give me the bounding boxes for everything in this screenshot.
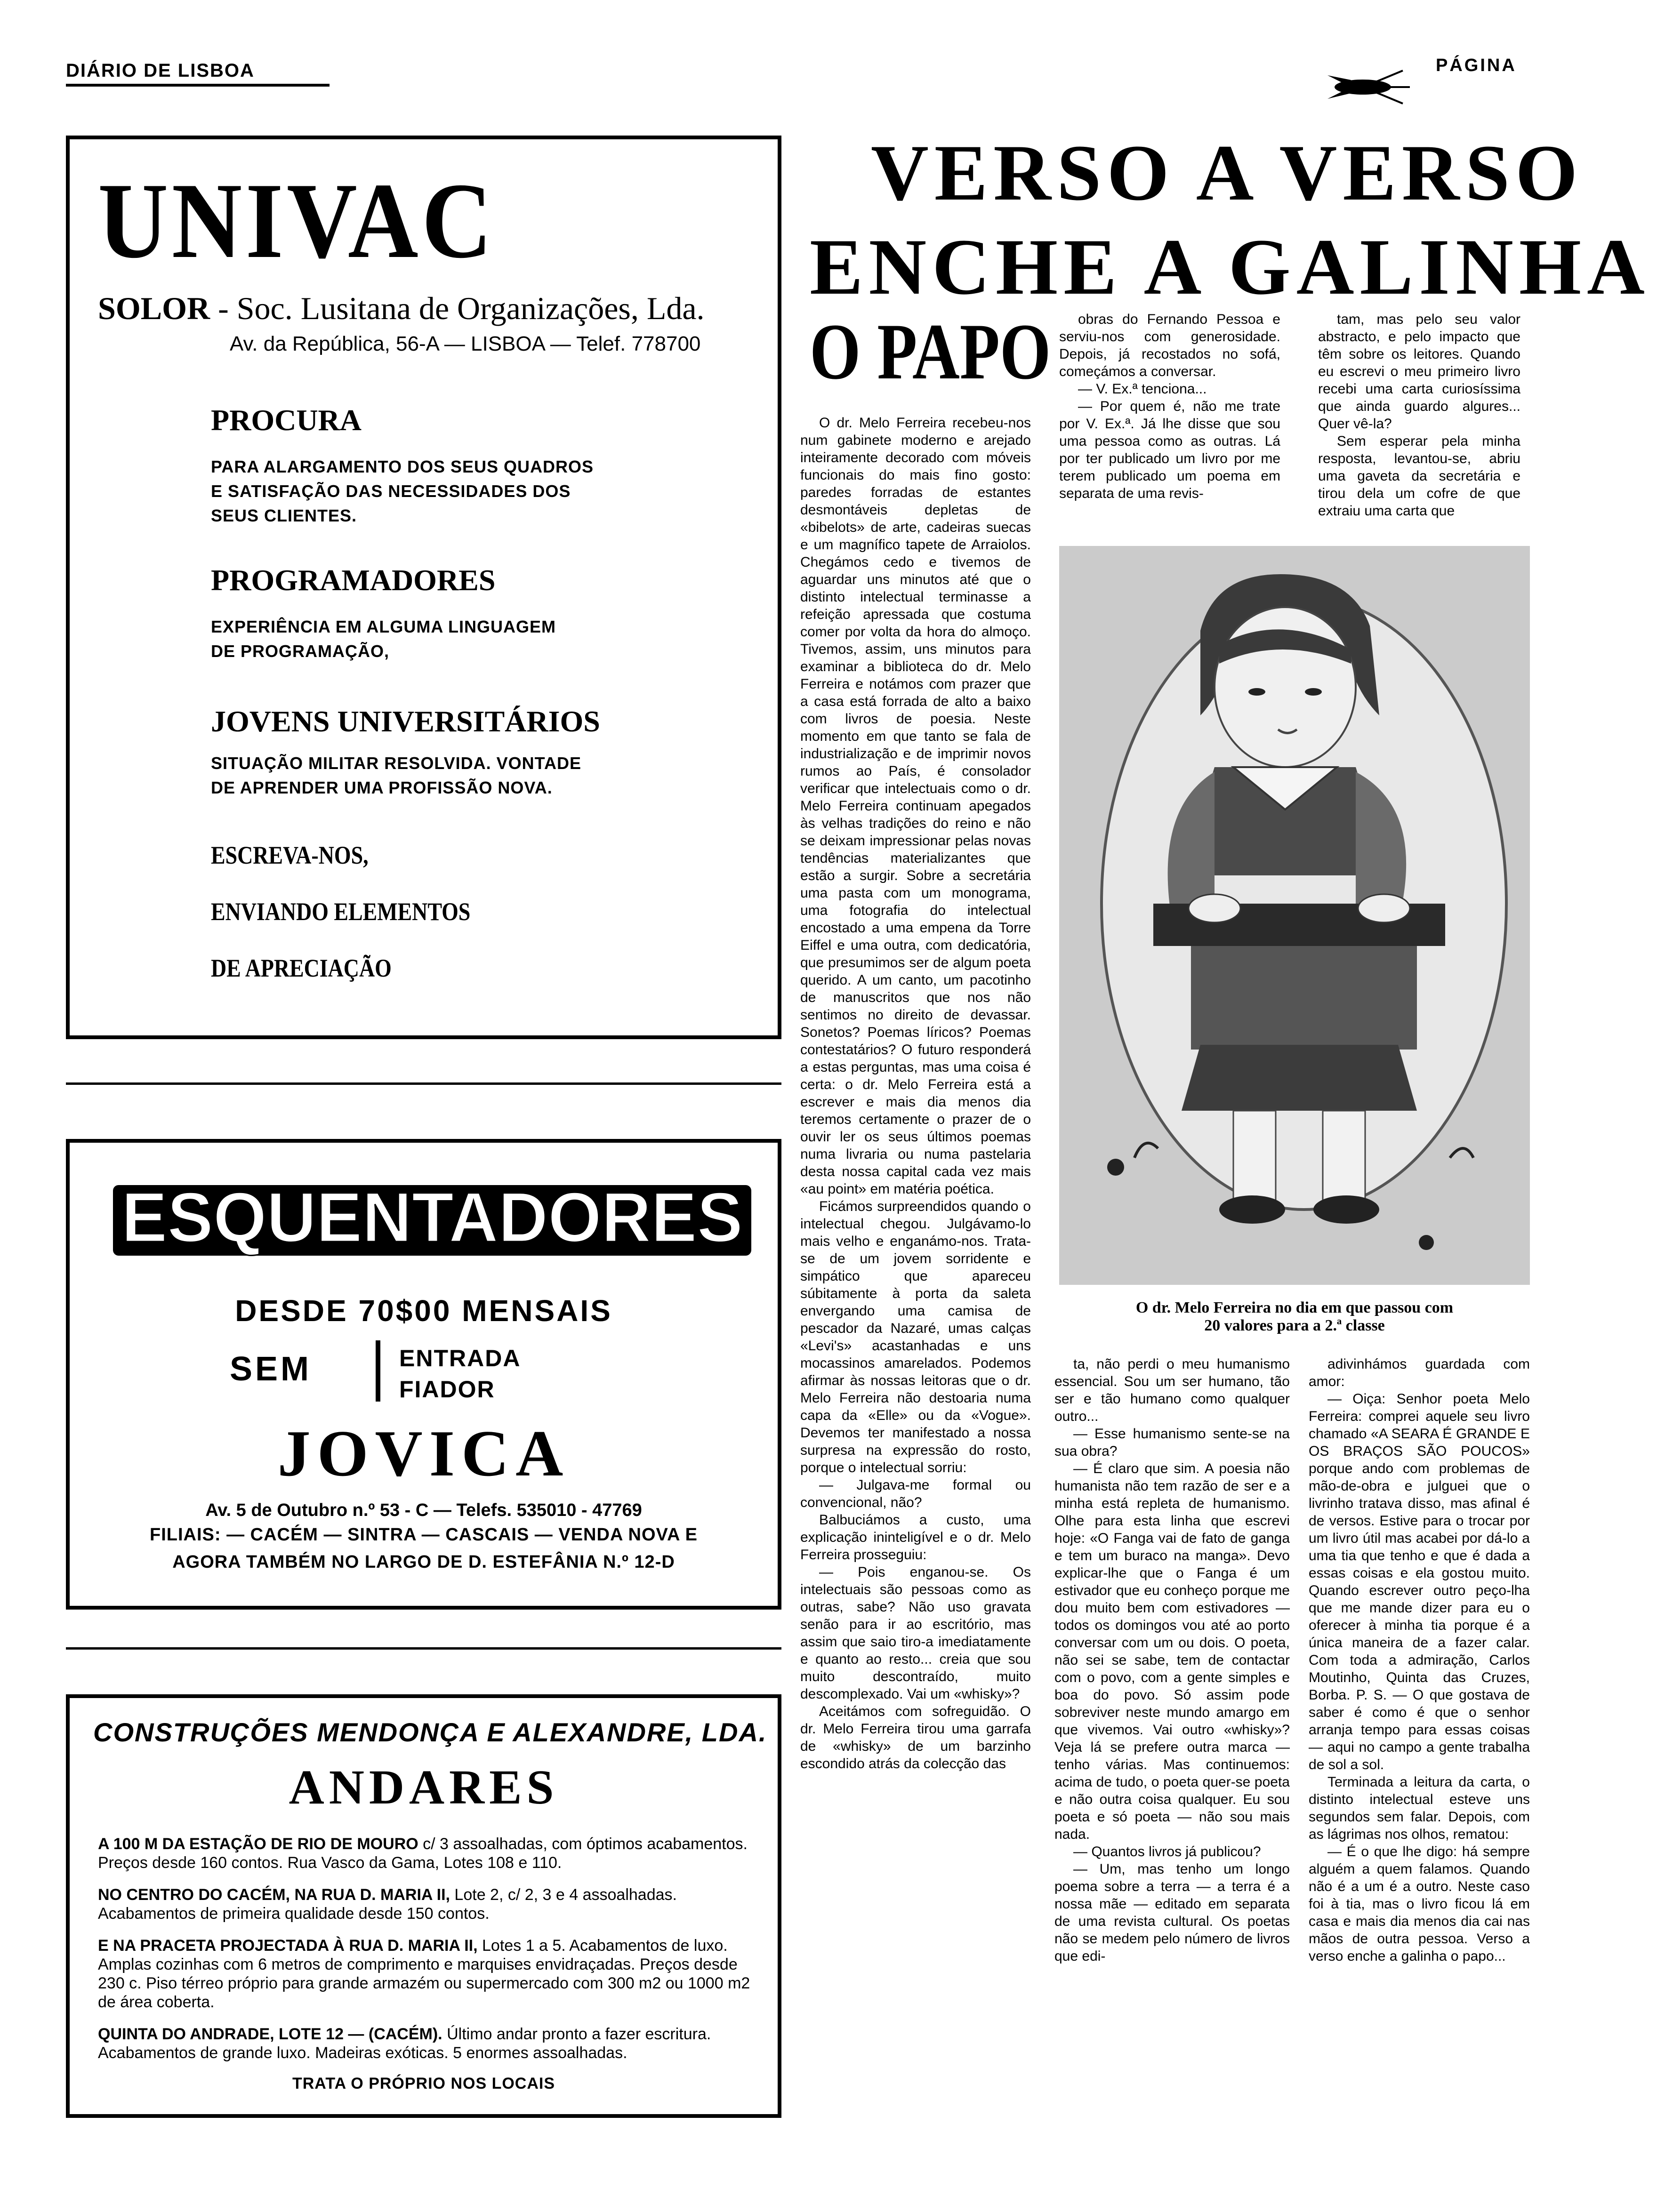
paragraph: — Esse humanismo sente-se na sua obra? — [1054, 1426, 1290, 1459]
paragraph: — Por quem é, não me trate por V. Ex.ª. Já lhe disse que sou uma pessoa como as outras. Lá por ter publicado um livro por me terem publicado um poema em separata de uma revis- — [1059, 399, 1280, 501]
univac-ad — [66, 136, 781, 1039]
text-line: SITUAÇÃO MILITAR RESOLVIDA. VONTADE — [211, 753, 581, 773]
jovens-heading: JOVENS UNIVERSITÁRIOS — [211, 705, 600, 738]
text-line: EXPERIÊNCIA EM ALGUMA LINGUAGEM — [211, 617, 556, 636]
agora-line: AGORA TAMBÉM NO LARGO DE D. ESTEFÂNIA N.º 12-D — [172, 1552, 675, 1572]
paragraph: Aceitámos com sofreguidão. O dr. Melo Ferreira tirou uma garrafa de «whisky» de um barzinho escondido atrás da colecção das — [800, 1704, 1031, 1771]
paragraph: — Quantos livros já publicou? — [1073, 1844, 1261, 1859]
paragraph: — É o que lhe digo: há sempre alguém a quem falamos. Quando não é a um é a outro. Neste caso foi à tia, mas o livro ficou lá em casa e mais dia menos dia cai nas mãos de outra pessoa. Verso a verso enche a galinha o papo... — [1309, 1844, 1530, 1964]
item-bold: E NA PRACETA PROJECTADA À RUA D. MARIA II, — [98, 1937, 478, 1955]
list-item — [98, 1835, 757, 1872]
item-text: c/ 3 assoalhadas, com óptimos acabamentos. Preços desde 160 contos. Rua Vasco da Gama, Lotes 108 e 110. — [98, 1835, 748, 1872]
article-title-line1: VERSO A VERSO — [871, 128, 1584, 217]
list-item — [98, 1936, 757, 2012]
construcoes-company: CONSTRUÇÕES MENDONÇA E ALEXANDRE, LDA. — [93, 1717, 767, 1747]
paragraph: Ficámos surpreendidos quando o intelectual chegou. Julgávamo-lo mais velho e enganámo-nos. Trata-se de um jovem sorridente e simpático que apareceu súbitamente à porta da saleta envergando uma camisa de pescador da Nazaré, umas calças «Levi's» acastanhadas e uns mocassinos amarelados. Podemos afirmar às nossas leitoras que o dr. Melo Ferreira não destoaria numa capa da «Elle» ou da «Vogue». Devemos ter manifestado a nossa surpresa na expressão do rosto, porque o intelectual sorriu: — [800, 1199, 1031, 1475]
company-address: Av. da República, 56-A — LISBOA — Telef. 778700 — [230, 332, 701, 355]
company-name — [98, 290, 705, 327]
esquentadores-logo — [112, 1171, 752, 1265]
price-line: DESDE 70$00 MENSAIS — [235, 1294, 612, 1328]
procura-text — [211, 455, 594, 528]
univac-brand: UNIVAC — [98, 160, 496, 281]
company-bold: SOLOR — [98, 290, 210, 326]
divider — [66, 1647, 781, 1650]
paragraph: — É claro que sim. A poesia não humanista não tem razão de ser e a minha está repleta de humanismo. Olhe para esta linha que escrevi hoje: «O Fanga vai de fato de ganga e tem um buraco na manga». Devo explicar-lhe que o Fanga é um estivador que eu conheço porque me dou muito bem com estivadores — todos os domingos vou até ao porto conversar com um ou dois. O poeta, não sei se sabe, tem de contactar com o povo, com a gente simples e boa do povo. Só assim pode sobreviver neste mundo amargo em que vivemos. Vai outro «whisky»? Veja lá se prefere outra marca — tenho várias. Mas continuemos: acima de tudo, o poeta quer-se poeta e não outra coisa qualquer. Eu sou poeta e só poeta — não sou mais nada. — [1054, 1461, 1290, 1842]
item-bold: A 100 M DA ESTAÇÃO DE RIO DE MOURO — [98, 1835, 418, 1853]
paragraph: O dr. Melo Ferreira recebeu-nos num gabinete moderno e arejado inteiramente decorado com móveis funcionais do mais fino gosto: paredes forradas de estantes desmontáveis depletas de «bibelots» de arte, cadeiras suecas e um magnífico tapete de Arraiolos. Chegámos cedo e tivemos de aguardar uns minutos até que o distinto intelectual terminasse a refeição apressada que costuma comer por volta da hora do almoço. Tivemos, assim, uns minutos para examinar a biblioteca do dr. Melo Ferreira e notámos com prazer que a casa está forrada de alto a baixo com livros de poesia. Neste momento em que tanto se fala de industrialização e de imprimir novos rumos ao País, é consolador verificar que intelectuais como o dr. Melo Ferreira continuam apegados às velhas tradições do reino e não se deixam impressionar pelas novas tendências materializantes que estão a surgir. Sobre a secretária uma pasta com um monograma, uma fotografia do intelectual encostado a uma empena da Torre Eiffel e uma outra, com dedicatória, que presumimos ser de algum poeta querido. A um canto, um pacotinho de manuscritos que nos não sentimos no direito de devassar. Sonetos? Poemas líricos? Poemas contestatários? O futuro responderá a estas perguntas, mas uma coisa é certa: o dr. Melo Ferreira está a escrever e mais dia menos dia teremos certamente o prazer de o ouvir ler os seus últimos poemas numa livraria ou numa pastelaria desta nossa capital cada vez mais «au point» em matéria poética. — [800, 415, 1031, 1197]
caption-line: O dr. Melo Ferreira no dia em que passou com — [1135, 1299, 1454, 1316]
newspaper-name: DIÁRIO DE LISBOA — [66, 60, 255, 81]
text-line: SEUS CLIENTES. — [211, 506, 357, 525]
andares-heading: ANDARES — [289, 1760, 559, 1814]
text-line: DE PROGRAMAÇÃO, — [211, 641, 390, 661]
paragraph: — Julgava-me formal ou convencional, não? — [800, 1477, 1031, 1510]
item-bold: NO CENTRO DO CACÉM, NA RUA D. MARIA II, — [98, 1886, 450, 1904]
jovens-text — [211, 751, 581, 800]
filiais-line: FILIAIS: — CACÉM — SINTRA — CASCAIS — VENDA NOVA E — [149, 1525, 698, 1545]
paragraph: — Pois enganou-se. Os intelectuais são pessoas como as outras, sabe? Não uso gravata senão para ir ao escritório, mas assim que saio tiro-a imediatamente e quanto ao resto... creia que sou muito descontraído, muito descomplexado. Vai um «whisky»? — [800, 1564, 1031, 1702]
paragraph: Balbuciámos a custo, uma explicação ininteligível e o dr. Melo Ferreira prosseguiu: — [800, 1512, 1031, 1563]
header-rule — [66, 84, 330, 87]
construcoes-ad — [66, 1694, 781, 2118]
jovica-address: Av. 5 de Outubro n.º 53 - C — Telefs. 535010 - 47769 — [205, 1500, 642, 1520]
esquentadores-text: ESQUENTADORES — [121, 1178, 743, 1257]
paragraph: — Oiça: Senhor poeta Melo Ferreira: comprei aquele seu livro chamado «A SEARA É GRANDE E OS BRAÇOS SÃO POUCOS» porque ando com problemas de mão-de-obra e julguei que o livrinho tratava disso, mas afinal é de versos. Estive para o trocar por um livro útil mas acabei por dá-lo a uma tia que tenho e que é dada a essas coisas e ela gostou muito. Quando escrever outro peço-lha que me mande dizer para eu o oferecer à minha tia porque é a única maneira de a fazer calar. Com toda a admiração, Carlos Moutinho, Quinta das Cruzes, Borba. P. S. — O que gostava de saber é como é que o senhor arranja tempo para essas coisas — aqui no campo a gente trabalha de sol a sol. — [1309, 1391, 1530, 1772]
sem-label: SEM — [230, 1350, 312, 1388]
article-title-line3: O PAPO — [810, 307, 1051, 396]
paragraph: obras do Fernando Pessoa e serviu-nos com generosidade. Depois, já recostados no sofá, começámos a conversar. — [1059, 312, 1280, 379]
article-column-3-bottom — [1309, 1355, 1530, 1965]
programadores-heading: PROGRAMADORES — [211, 563, 496, 597]
paragraph: — V. Ex.ª tenciona... — [1078, 381, 1207, 397]
item-text: Lotes 1 a 5. Acabamentos de luxo. Amplas cozinhas com 6 metros de comprimento e marquises envidraçadas. Preços desde 230 c. Piso térreo próprio para grande armazém ou supermercado com 300 m2 ou 1000 m2 de área coberta. — [98, 1937, 750, 2011]
property-list — [98, 1835, 757, 2076]
paragraph: ta, não perdi o meu humanismo essencial. Sou um ser humano, tão ser e tão humano como qualquer outro... — [1054, 1356, 1290, 1424]
item-text: Lote 2, c/ 2, 3 e 4 assoalhadas. Acabamentos de primeira qualidade desde 150 contos. — [98, 1886, 677, 1923]
trata-line: TRATA O PRÓPRIO NOS LOCAIS — [292, 2075, 555, 2092]
esquentadores-ad — [66, 1139, 781, 1610]
paragraph: Terminada a leitura da carta, o distinto intelectual esteve uns segundos sem falar. Depois, com as lágrimas nos olhos, rematou: — [1309, 1774, 1530, 1842]
item-text: Último andar pronto a fazer escritura. Acabamentos de grande luxo. Madeiras exóticas. 5 enormes assoalhadas. — [98, 2025, 711, 2062]
text-line: DE APRENDER UMA PROFISSÃO NOVA. — [211, 778, 553, 797]
entrada-label: ENTRADA — [399, 1345, 521, 1371]
text-line: PARA ALARGAMENTO DOS SEUS QUADROS — [211, 457, 594, 476]
article-column-1 — [800, 414, 1031, 1772]
text-line: E SATISFAÇÃO DAS NECESSIDADES DOS — [211, 481, 571, 501]
closing-line: DE APRECIAÇÃO — [211, 954, 392, 982]
fiador-label: FIADOR — [399, 1376, 495, 1403]
illustration-child — [1059, 546, 1530, 1285]
entrada-fiador — [399, 1343, 521, 1405]
closing-line: ESCREVA-NOS, — [211, 841, 369, 869]
article-title-line2: ENCHE A GALINHA — [810, 223, 1650, 311]
illustration-caption — [1059, 1299, 1530, 1335]
programadores-text — [211, 615, 556, 664]
paragraph: tam, mas pelo seu valor abstracto, e pelo impacto que têm sobre os leitores. Quando eu escrevi o meu primeiro livro recebi uma carta curiosíssima que ainda guardo algures... Quer vê-la? — [1318, 312, 1520, 432]
article-column-3-top — [1318, 311, 1520, 520]
jovica-name: JOVICA — [277, 1417, 570, 1490]
paragraph: — Um, mas tenho um longo poema sobre a terra — a terra é a nossa mãe — editado em separata de uma revista cultural. Os poetas não se medem pelo número de livros que edi- — [1054, 1861, 1290, 1964]
divider — [66, 1082, 781, 1085]
article-column-2-bottom — [1054, 1355, 1290, 1965]
fly-icon — [1318, 66, 1412, 108]
paragraph: adivinhámos guardada com amor: — [1309, 1356, 1530, 1389]
article-column-2-top — [1059, 311, 1280, 502]
list-item — [98, 1885, 757, 1923]
company-rest: - Soc. Lusitana de Organizações, Lda. — [210, 290, 705, 326]
caption-line: 20 valores para a 2.ª classe — [1204, 1317, 1385, 1334]
closing-line: ENVIANDO ELEMENTOS — [211, 898, 471, 926]
divider-bar — [376, 1340, 380, 1402]
paragraph: Sem esperar pela minha resposta, levantou-se, abriu uma gaveta da secretária e tirou dela um cofre de que extraiu uma carta que — [1318, 433, 1520, 519]
item-bold: QUINTA DO ANDRADE, LOTE 12 — (CACÉM). — [98, 2025, 442, 2043]
page-label: PÁGINA — [1436, 56, 1517, 75]
procura-heading: PROCURA — [211, 403, 362, 437]
list-item — [98, 2025, 757, 2062]
